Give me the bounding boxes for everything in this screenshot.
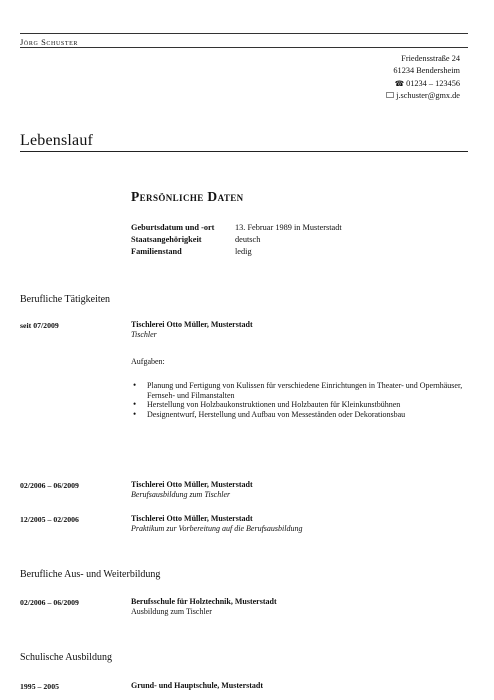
- work-entry: [131, 514, 302, 534]
- personal-value: deutsch: [235, 235, 261, 244]
- entry-date: 02/2006 – 06/2009: [20, 481, 79, 490]
- entry-role: Tischler: [131, 330, 157, 339]
- entry-org: Tischlerei Otto Müller, Musterstadt: [131, 514, 253, 523]
- training-entry: [131, 597, 277, 617]
- city: 61234 Bendersheim: [393, 66, 460, 76]
- work-heading: Berufliche Tätigkeiten: [20, 294, 111, 305]
- task-item: • Designentwurf, Herstellung und Aufbau von Messeständen oder Dekorationsbau: [131, 410, 476, 420]
- personal-label: Familienstand: [131, 247, 182, 256]
- entry-desc: Ausbildung zum Tischler: [131, 607, 212, 616]
- personal-heading: Persönliche Daten: [131, 189, 244, 204]
- contact-block: [386, 53, 460, 103]
- top-rule: [20, 33, 468, 34]
- personal-row: [131, 222, 342, 234]
- training-heading: Berufliche Aus- und Weiterbildung: [20, 569, 161, 580]
- header-name: Jörg Schuster: [20, 37, 78, 47]
- email-line: [386, 90, 460, 102]
- entry-org: Tischlerei Otto Müller, Musterstadt: [131, 320, 253, 329]
- personal-value: 13. Februar 1989 in Musterstadt: [235, 223, 342, 232]
- entry-role: Berufsausbildung zum Tischler: [131, 490, 231, 499]
- street: Friedensstraße 24: [401, 54, 460, 63]
- title-rule: [20, 151, 468, 152]
- entry-org: Grund- und Hauptschule, Musterstadt: [131, 681, 264, 690]
- entry-org: Berufsschule für Holztechnik, Musterstadt: [131, 597, 277, 606]
- page-title: Lebenslauf: [20, 132, 94, 149]
- task-item: • Planung und Fertigung von Kulissen für verschiedene Einrichtungen in Theater- und Opernhäuser, Fernseh- und Filmanstalten: [131, 381, 476, 400]
- phone-line: [386, 78, 460, 90]
- email-icon: [386, 92, 394, 98]
- task-list: [131, 381, 476, 419]
- task-item: • Herstellung von Holzbaukonstruktionen und Holzbauten für Kleinkunstbühnen: [131, 400, 476, 410]
- tasks-label: Aufgaben:: [131, 357, 165, 366]
- email[interactable]: j.schuster@gmx.de: [396, 91, 460, 101]
- entry-date: 1995 – 2005: [20, 682, 59, 691]
- school-entry: [131, 681, 263, 691]
- personal-value: ledig: [235, 247, 252, 256]
- phone: 01234 – 123456: [406, 78, 460, 88]
- entry-org: Tischlerei Otto Müller, Musterstadt: [131, 480, 253, 489]
- entry-date: 12/2005 – 02/2006: [20, 515, 79, 524]
- work-entry: [131, 320, 253, 340]
- header-rule: [20, 47, 468, 48]
- school-heading: Schulische Ausbildung: [20, 652, 112, 663]
- entry-date: seit 07/2009: [20, 321, 59, 330]
- work-entry: [131, 480, 253, 500]
- entry-role: Praktikum zur Vorbereitung auf die Berufsausbildung: [131, 524, 303, 533]
- phone-icon: ☎: [394, 78, 405, 88]
- personal-row: [131, 246, 252, 258]
- personal-label: Geburtsdatum und -ort: [131, 223, 215, 232]
- entry-date: 02/2006 – 06/2009: [20, 598, 79, 607]
- personal-label: Staatsangehörigkeit: [131, 235, 202, 244]
- personal-row: [131, 234, 260, 246]
